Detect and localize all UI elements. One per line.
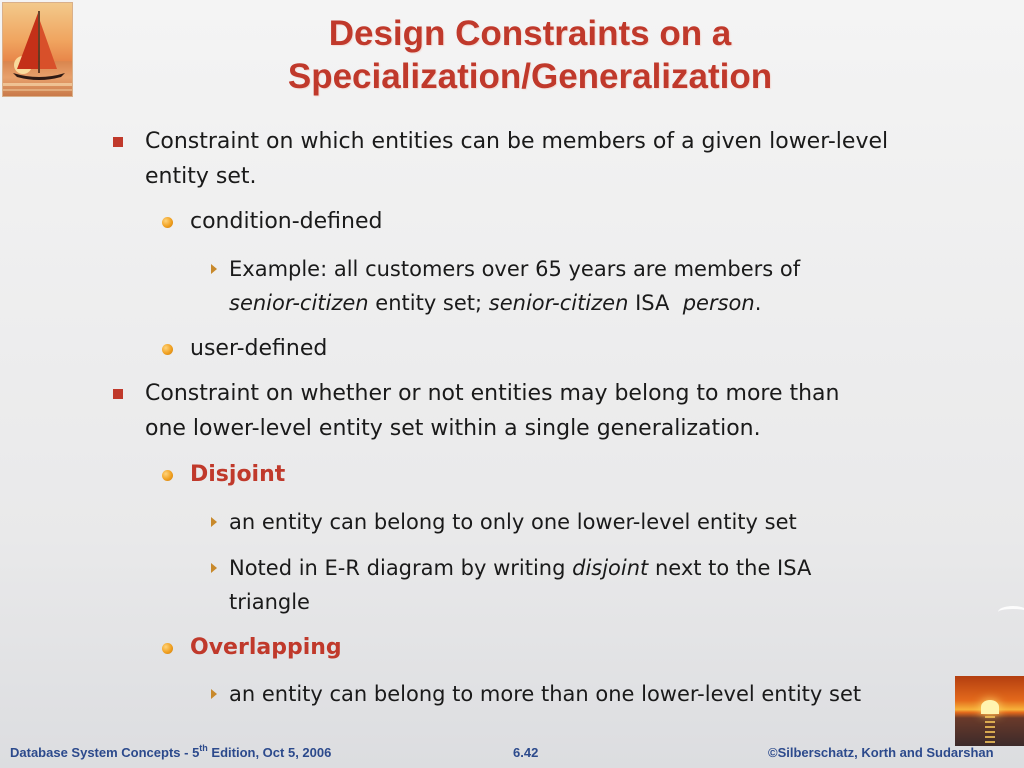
arrow-bullet-icon — [211, 689, 217, 699]
footer-page-number: 6.42 — [513, 745, 539, 760]
decorative-swoosh — [998, 606, 1024, 618]
footer-left: Database System Concepts - 5th Edition, Oct 5, 2006 — [10, 743, 332, 760]
emphasis: disjoint — [572, 556, 649, 580]
bullet-level3: an entity can belong to only one lower-level entity set — [229, 510, 797, 534]
round-bullet-icon — [162, 217, 173, 228]
emphasis: senior-citizen — [488, 291, 629, 315]
bullet-text-line: Constraint on which entities can be members of a given lower-level — [145, 129, 889, 154]
bullet-text-line: triangle — [229, 590, 310, 614]
bullet-level3 — [229, 252, 800, 320]
bullet-level2-overlapping: Overlapping — [190, 635, 342, 660]
bullet-text-line: entity set. — [145, 164, 257, 189]
emphasis: senior-citizen — [229, 291, 369, 315]
square-bullet-icon — [113, 389, 123, 399]
round-bullet-icon — [162, 643, 173, 654]
bullet-level1 — [145, 376, 839, 446]
arrow-bullet-icon — [211, 517, 217, 527]
bullet-text-line: Constraint on whether or not entities may belong to more than — [145, 381, 840, 406]
bullet-text-line: one lower-level entity set within a single generalization. — [145, 416, 761, 441]
bullet-level3: an entity can belong to more than one lower-level entity set — [229, 682, 862, 706]
round-bullet-icon — [162, 344, 173, 355]
round-bullet-icon — [162, 470, 173, 481]
bullet-text-line: Example: all customers over 65 years are members of — [229, 257, 801, 281]
footer-copyright: ©Silberschatz, Korth and Sudarshan — [768, 745, 994, 760]
title-line-2: Specialization/Generalization — [287, 57, 773, 96]
emphasis: person — [682, 291, 755, 315]
arrow-bullet-icon — [211, 563, 217, 573]
bullet-level2: condition-defined — [190, 209, 383, 234]
bullet-level2: user-defined — [190, 336, 328, 361]
bullet-level1 — [145, 124, 888, 194]
bullet-level2-disjoint: Disjoint — [190, 462, 286, 487]
bullet-text-line: senior-citizen entity set; senior-citizen ISA person. — [229, 291, 762, 315]
sun-shape — [981, 700, 999, 714]
sun-reflection — [985, 716, 995, 744]
bullet-text-line: Noted in E-R diagram by writing disjoint next to the ISA — [229, 556, 812, 580]
title-line-1: Design Constraints on a — [328, 14, 732, 53]
square-bullet-icon — [113, 137, 123, 147]
bullet-level3 — [229, 551, 811, 619]
sunset-icon — [955, 676, 1024, 746]
arrow-bullet-icon — [211, 264, 217, 274]
